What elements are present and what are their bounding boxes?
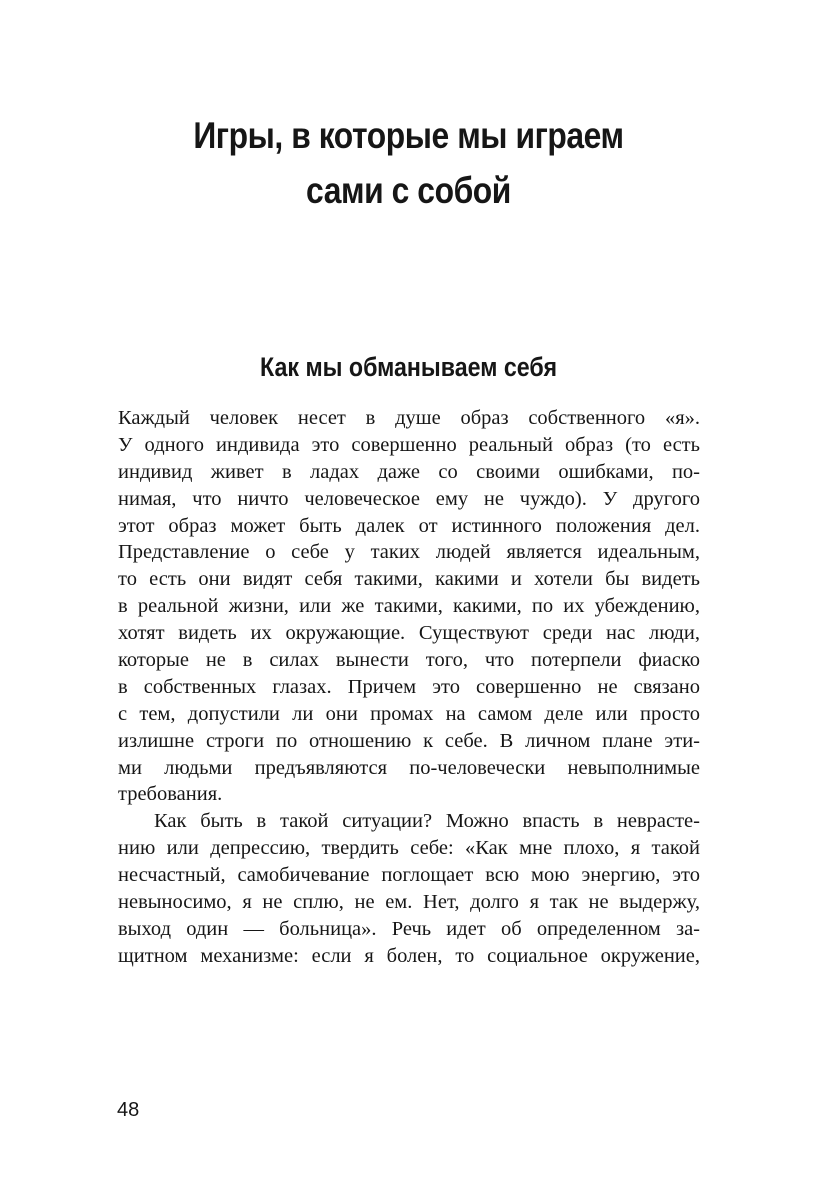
chapter-title-line-1: Игры, в которые мы играем [193,115,624,156]
chapter-title [57,108,760,218]
text-line: этот образ может быть далек от истинного положения дел. [118,514,700,537]
text-line: в реальной жизни, или же такими, какими, по их убеждению, [118,595,700,618]
text-line: требования. [118,783,223,806]
text-line: хотят видеть их окружающие. Существуют среди нас люди, [118,622,700,645]
text-line: несчастный, самобичевание поглощает всю мою энергию, это [118,864,700,887]
section-title: Как мы обманываем себя [260,352,557,382]
text-line: в собственных глазах. Причем это совершенно не связано [118,675,700,698]
text-line: Как быть в такой ситуации? Можно впасть в неврасте- [154,810,700,833]
text-line: нимая, что ничто человеческое ему не чуждо). У другого [118,487,700,510]
text-line: У одного индивида это совершенно реальный образ (то есть [118,433,700,456]
text-line: выход один — больница». Речь идет об определенном за- [118,917,700,940]
text-line: излишне строги по отношению к себе. В личном плане эти- [118,729,700,752]
text-line: ми людьми предъявляются по-человечески невыполнимые [118,756,700,779]
text-line: которые не в силах вынести того, что потерпели фиаско [118,649,700,672]
page-number: 48 [117,1099,140,1121]
text-line: Каждый человек несет в душе образ собственного «я». [118,407,700,429]
text-line: невыносимо, я не сплю, не ем. Нет, долго я так не выдержу, [118,891,700,914]
text-line: нию или депрессию, твердить себе: «Как мне плохо, я такой [118,837,700,860]
text-line: с тем, допустили ли они промах на самом деле или просто [118,702,700,725]
text-line: щитном механизме: если я болен, то социальное окружение, [118,944,700,967]
text-line: то есть они видят себя такими, какими и хотели бы видеть [118,568,700,591]
body-text [118,405,700,970]
text-line: индивид живет в ладах даже со своими ошибками, по- [118,460,700,483]
chapter-title-line-2: сами с собой [306,170,511,211]
text-line: Представление о себе у таких людей является идеальным, [118,541,700,564]
